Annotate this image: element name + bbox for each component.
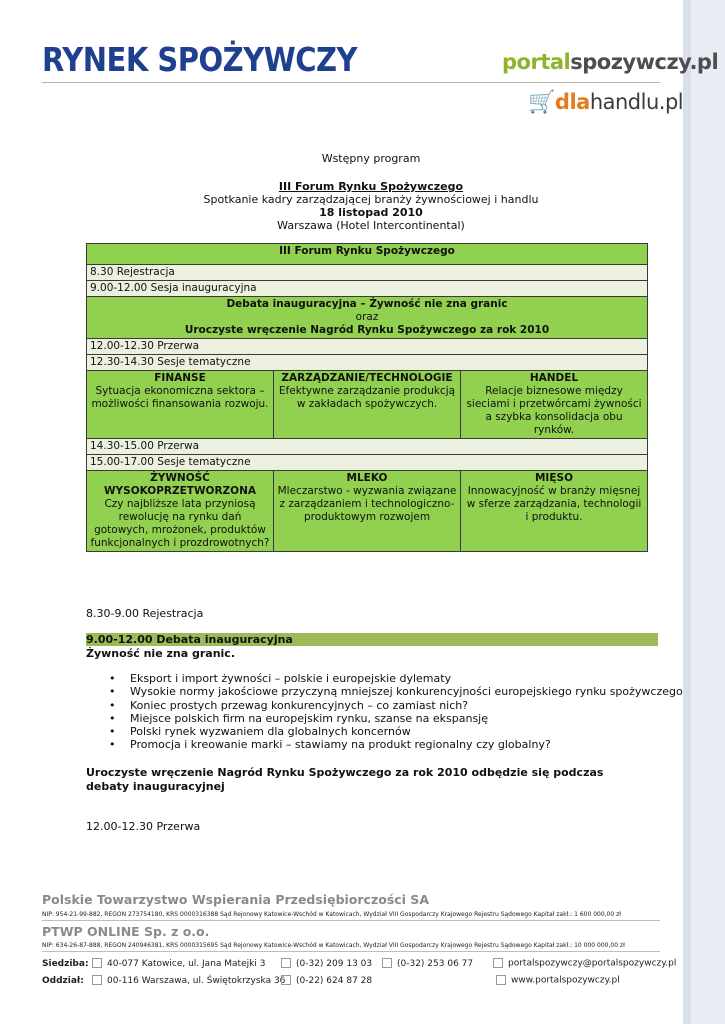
branch-website[interactable]: www.portalspozywczy.pl	[511, 975, 620, 986]
address-icon	[92, 975, 102, 985]
list-item: • Miejsce polskich firm na europejskim rynku, szanse na ekspansję	[130, 712, 690, 725]
email-icon	[493, 958, 503, 968]
handlu-logo-part: handlu.pl	[589, 90, 684, 114]
row-break-1: 12.00-12.30 Przerwa	[87, 339, 648, 355]
phone-icon	[281, 958, 291, 968]
registration-line: 8.30-9.00 Rejestracja	[86, 607, 204, 620]
session-management	[274, 371, 461, 439]
header-divider	[42, 82, 660, 83]
dla-logo-part: dla	[554, 90, 590, 114]
row-registration: 8.30 Rejestracja	[87, 265, 648, 281]
debate-and: oraz	[355, 311, 379, 323]
fax-icon	[382, 958, 392, 968]
forum-venue: Warszawa (Hotel Intercontinental)	[277, 219, 465, 232]
company-name-1: Polskie Towarzystwo Wspierania Przedsiębiorczości SA	[42, 892, 429, 907]
company-registry-2: NIP: 634-26-87-888, REGON 240946381, KRS 0000315695 Sąd Rejonowy Katowice-Wschód w Katowicach, Wydział VIII Gospodarczy Krajowego Rejestru Sądowego Kapitał zakł.: 10 000 000,00 zł	[42, 942, 625, 949]
branch-phone: (0-22) 624 87 28	[296, 975, 373, 986]
session-text: Czy najbliższe lata przyniosą rewolucję na rynku dań gotowych, mrożonek, produktów funkcjonalnych i prozdrowotnych?	[90, 498, 270, 549]
forum-subtitle: Spotkanie kadry zarządzającej branży żywnościowej i handlu	[203, 193, 539, 206]
dlahandlu-logo	[528, 90, 683, 115]
company-registry-1: NIP: 954-21-99-882, REGON 273754180, KRS 0000316388 Sąd Rejonowy Katowice-Wschód w Katowicach, Wydział VIII Gospodarczy Krajowego Rejestru Sądowego Kapitał zakł.: 1 600 000,00 zł	[42, 911, 621, 918]
forum-title: III Forum Rynku Spożywczego	[278, 180, 464, 193]
globe-icon	[496, 975, 506, 985]
session-trade	[461, 371, 648, 439]
row-sessions-2: 15.00-17.00 Sesje tematyczne	[87, 455, 648, 471]
spozywczy-logo-part: spozywczy.pl	[570, 50, 719, 74]
break-line: 12.00-12.30 Przerwa	[86, 820, 201, 833]
session-meat	[461, 471, 648, 552]
session-text: Efektywne zarządzanie produkcją w zakładach spożywczych.	[278, 385, 456, 410]
session-processed-food	[87, 471, 274, 552]
list-item: • Koniec prostych przewag konkurencyjnych – co zamiast nich?	[130, 699, 690, 712]
hq-fax: (0-32) 253 06 77	[397, 958, 474, 969]
row-opening-session: 9.00-12.00 Sesja inauguracyjna	[87, 281, 648, 297]
hq-address: 40-077 Katowice, ul. Jana Matejki 3	[107, 958, 266, 969]
row-sessions-1: 12.30-14.30 Sesje tematyczne	[87, 355, 648, 371]
table-title: III Forum Rynku Spożywczego	[87, 244, 648, 265]
debate-topics-list	[86, 672, 690, 752]
session-text: Mleczarstwo - wyzwania związane z zarządzaniem i technologiczno-produktowym rozwojem	[277, 485, 457, 523]
session-text: Innowacyjność w branży mięsnej w sferze zarządzania, technologii i produktu.	[466, 485, 642, 523]
debate-time: 9.00-12.00 Debata inauguracyjna	[86, 633, 293, 646]
session-heading: ŻYWNOŚĆ WYSOKOPRZETWORZONA	[103, 472, 257, 497]
branch-address: 00-116 Warszawa, ul. Świętokrzyska 36	[107, 975, 286, 986]
address-icon	[92, 958, 102, 968]
award-heading: Uroczyste wręczenie Nagród Rynku Spożywczego za rok 2010	[184, 324, 550, 336]
session-heading: FINANSE	[154, 372, 206, 384]
footer-divider	[42, 920, 660, 921]
program-table	[86, 243, 648, 552]
footer-hq-row	[42, 958, 676, 969]
session-heading: MIĘSO	[534, 472, 574, 484]
session-heading: ZARZĄDZANIE/TECHNOLOGIE	[281, 372, 453, 384]
list-item: • Polski rynek wyzwaniem dla globalnych koncernów	[130, 725, 690, 738]
branch-label: Oddział:	[42, 975, 84, 986]
debate-heading: Debata inauguracyjna – Żywność nie zna granic	[226, 298, 508, 310]
session-heading: MLEKO	[346, 472, 388, 484]
rynek-spozywczy-logo: RYNEK SPOŻYWCZY	[42, 40, 358, 80]
award-note: Uroczyste wręczenie Nagród Rynku Spożywczego za rok 2010 odbędzie się podczas debaty inauguracyjnej	[86, 766, 604, 793]
forum-date: 18 listopad 2010	[319, 206, 423, 219]
hq-phone: (0-32) 209 13 03	[296, 958, 373, 969]
row-break-2: 14.30-15.00 Przerwa	[87, 439, 648, 455]
list-item: • Promocja i kreowanie marki – stawiamy na produkt regionalny czy globalny?	[130, 738, 690, 751]
phone-icon	[281, 975, 291, 985]
shopping-cart-icon: 🛒	[528, 90, 555, 115]
row-debate	[87, 297, 648, 339]
doc-label: Wstępny program	[321, 152, 421, 165]
debate-title: Żywność nie zna granic.	[86, 647, 235, 660]
footer-branch-row	[42, 975, 620, 986]
session-heading: HANDEL	[529, 372, 579, 384]
portalspozywczy-logo	[502, 50, 718, 74]
list-item: • Eksport i import żywności – polskie i europejskie dylematy	[130, 672, 690, 685]
session-text: Sytuacja ekonomiczna sektora – możliwości finansowania rozwoju.	[91, 385, 269, 410]
session-text: Relacje biznesowe między sieciami i przetwórcami żywności a szybka konsolidacja obu rynków.	[466, 385, 642, 436]
session-finance	[87, 371, 274, 439]
hq-label: Siedziba:	[42, 958, 89, 969]
portal-logo-part: portal	[502, 50, 571, 74]
hq-email[interactable]: portalspozywczy@portalspozywczy.pl	[508, 958, 677, 969]
list-item: • Wysokie normy jakościowe przyczyną mniejszej konkurencyjności europejskiego rynku spożywczego	[130, 685, 690, 698]
session-milk	[274, 471, 461, 552]
company-name-2: PTWP ONLINE Sp. z o.o.	[42, 924, 210, 939]
right-margin-stripe	[683, 0, 691, 1024]
footer-divider	[42, 951, 660, 952]
